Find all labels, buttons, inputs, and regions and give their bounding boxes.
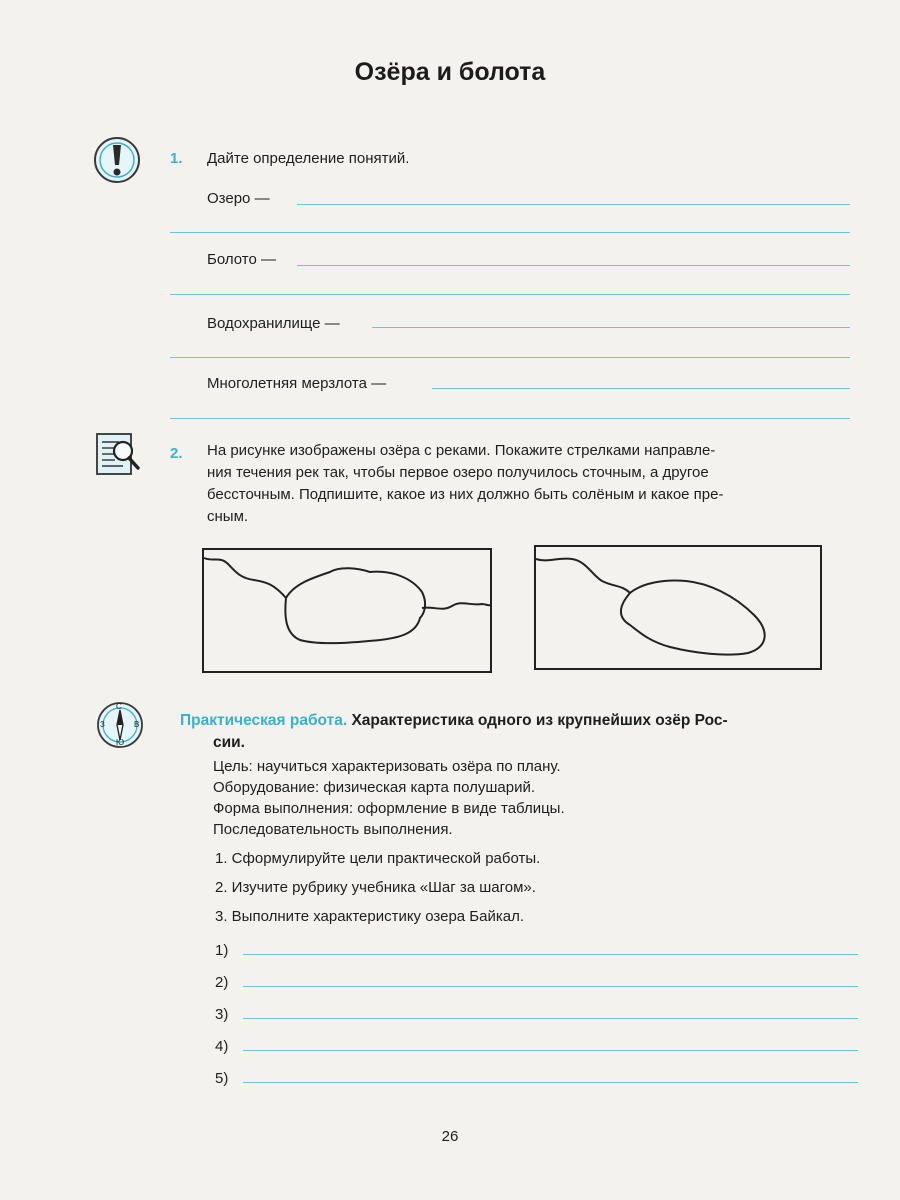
exclamation-icon <box>92 135 142 185</box>
answer-num-2: 2) <box>215 974 229 991</box>
term-reservoir-label: Водохранилище — <box>207 315 340 332</box>
answer-line-4[interactable] <box>243 1050 858 1051</box>
practical-title <box>180 710 860 732</box>
task2-text <box>207 440 857 528</box>
page-title: Озёра и болота <box>354 58 546 86</box>
practical-step-3: 3. Выполните характеристику озера Байкал. <box>215 908 525 925</box>
page-number: 26 <box>441 1128 459 1145</box>
answer-num-5: 5) <box>215 1070 229 1087</box>
practical-step-1: 1. Сформулируйте цели практической работы. <box>215 850 541 867</box>
term-permafrost-label: Многолетняя мерзлота — <box>207 375 387 392</box>
practical-title-cont: сии. <box>213 734 245 751</box>
answer-line-3[interactable] <box>243 1018 858 1019</box>
answer-num-4: 4) <box>215 1038 229 1055</box>
answer-line-permafrost-1[interactable] <box>432 388 850 389</box>
task2-line-4: сным. <box>207 508 249 525</box>
answer-num-1: 1) <box>215 942 229 959</box>
compass-south-letter: Ю <box>116 738 125 747</box>
answer-line-lake-1[interactable] <box>297 204 850 205</box>
answer-line-5[interactable] <box>243 1082 858 1083</box>
answer-line-1[interactable] <box>243 954 858 955</box>
answer-line-lake-2[interactable] <box>170 232 850 233</box>
answer-line-reservoir-2[interactable] <box>170 357 850 358</box>
term-swamp-label: Болото — <box>207 251 277 268</box>
practical-sequence: Последовательность выполнения. <box>213 821 453 838</box>
compass-icon <box>95 700 145 750</box>
practical-equipment: Оборудование: физическая карта полушарий. <box>213 779 536 796</box>
compass-west-letter: З <box>100 720 105 729</box>
task2-number: 2. <box>170 445 183 462</box>
compass-north-letter: С <box>116 702 122 711</box>
answer-line-swamp-2[interactable] <box>170 294 850 295</box>
task1-prompt: Дайте определение понятий. <box>207 150 410 167</box>
answer-line-2[interactable] <box>243 986 858 987</box>
task2-line-1: На рисунке изображены озёра с реками. Покажите стрелками направле- <box>207 442 716 459</box>
lake-figure-2[interactable] <box>534 545 822 670</box>
practical-step-2: 2. Изучите рубрику учебника «Шаг за шагом». <box>215 879 536 896</box>
magnifier-document-icon <box>95 432 141 478</box>
lake-figure-1[interactable] <box>202 548 492 673</box>
answer-line-permafrost-2[interactable] <box>170 418 850 419</box>
term-lake-label: Озеро — <box>207 190 270 207</box>
practical-title-lead: Практическая работа. <box>180 712 348 729</box>
compass-east-letter: В <box>134 720 140 729</box>
practical-form: Форма выполнения: оформление в виде таблицы. <box>213 800 565 817</box>
task1-number: 1. <box>170 150 183 167</box>
practical-title-rest: Характеристика одного из крупнейших озёр Рос- <box>351 712 728 729</box>
answer-line-reservoir-1[interactable] <box>372 327 850 328</box>
answer-line-swamp-1[interactable] <box>297 265 850 266</box>
task2-line-2: ния течения рек так, чтобы первое озеро получилось сточным, а другое <box>207 464 709 481</box>
practical-goal: Цель: научиться характеризовать озёра по плану. <box>213 758 561 775</box>
task2-line-3: бессточным. Подпишите, какое из них должно быть солёным и какое пре- <box>207 486 724 503</box>
answer-num-3: 3) <box>215 1006 229 1023</box>
